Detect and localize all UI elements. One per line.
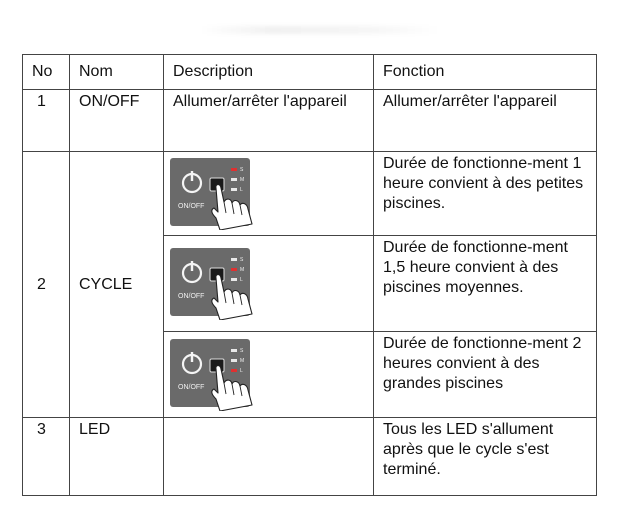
row-function: Durée de fonctionne-ment 1 heure convient à des petites piscines.: [374, 152, 597, 236]
power-icon-stem: [191, 171, 193, 181]
control-panel-figure: [170, 158, 260, 230]
row-function: Tous les LED s'allument après que le cycle s'est terminé.: [374, 418, 597, 496]
led-indicator: [231, 268, 237, 271]
header-fonction: Fonction: [374, 55, 597, 90]
row-description: Allumer/arrêter l'appareil: [164, 90, 374, 152]
power-icon-stem: [191, 261, 193, 271]
header-nom: Nom: [70, 55, 164, 90]
led-label: S: [240, 166, 244, 173]
header-no: No: [23, 55, 70, 90]
panel-image-medium: [164, 236, 374, 332]
led-indicator: [231, 258, 237, 261]
row-name: CYCLE: [70, 152, 164, 418]
led-indicator: [231, 359, 237, 362]
row-description: [164, 418, 374, 496]
led-indicator: [231, 278, 237, 281]
led-label: L: [240, 276, 243, 283]
button-label: ON/OFF: [178, 383, 205, 391]
control-panel-figure: [170, 248, 260, 320]
table-row: [23, 90, 597, 152]
row-name: ON/OFF: [70, 90, 164, 152]
row-number: 2: [23, 152, 70, 418]
led-label: M: [240, 176, 245, 183]
row-number: 1: [23, 90, 70, 152]
led-indicator: [231, 178, 237, 181]
control-panel-figure: [170, 339, 260, 411]
panel-image-short: [164, 152, 374, 236]
row-function: Durée de fonctionne-ment 1,5 heure convient à des piscines moyennes.: [374, 236, 597, 332]
led-label: S: [240, 256, 244, 263]
row-number: 3: [23, 418, 70, 496]
header-row: [23, 55, 597, 90]
led-indicator: [231, 168, 237, 171]
led-label: S: [240, 347, 244, 354]
row-name: LED: [70, 418, 164, 496]
table-row: [23, 152, 597, 236]
button-label: ON/OFF: [178, 292, 205, 300]
header-description: Description: [164, 55, 374, 90]
led-label: L: [240, 186, 243, 193]
button-label: ON/OFF: [178, 202, 205, 210]
led-label: M: [240, 266, 245, 273]
panel-image-long: [164, 332, 374, 418]
row-function: Allumer/arrêter l'appareil: [374, 90, 597, 152]
power-icon-stem: [191, 352, 193, 362]
led-label: M: [240, 357, 245, 364]
led-label: L: [240, 367, 243, 374]
led-indicator: [231, 369, 237, 372]
scan-smudge: [200, 26, 440, 34]
led-indicator: [231, 188, 237, 191]
spec-table: [22, 54, 597, 496]
led-indicator: [231, 349, 237, 352]
table-row: [23, 418, 597, 496]
row-function: Durée de fonctionne-ment 2 heures convient à des grandes piscines: [374, 332, 597, 418]
